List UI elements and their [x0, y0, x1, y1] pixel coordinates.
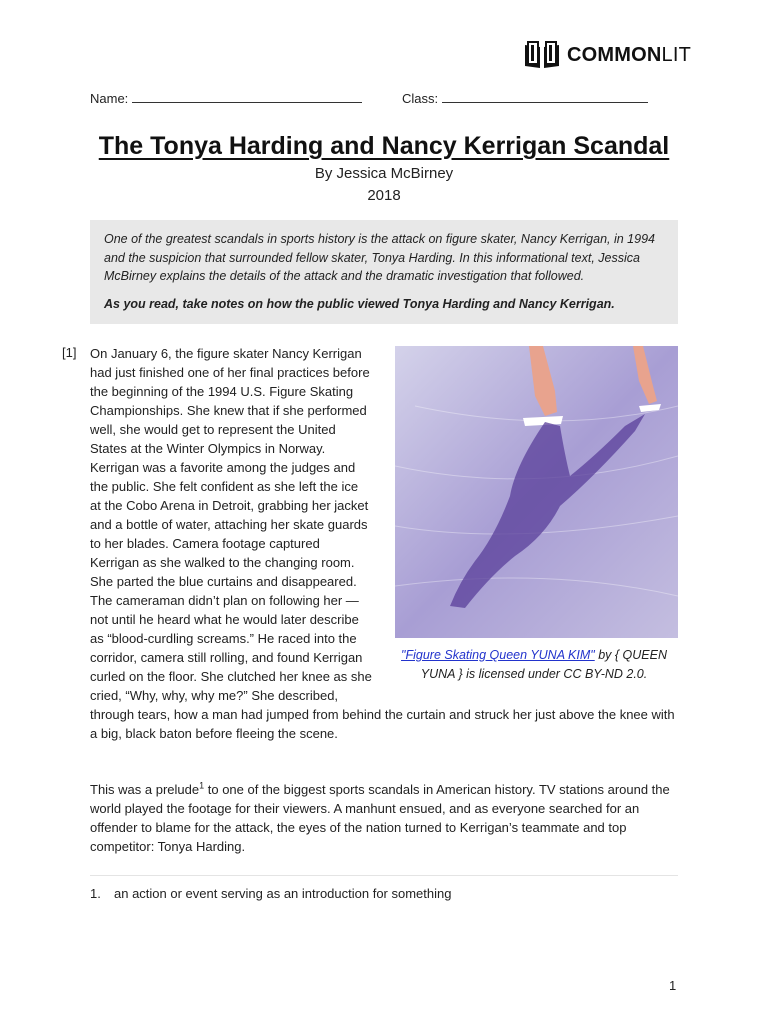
name-blank-line[interactable]: [132, 90, 362, 103]
article-title: The Tonya Harding and Nancy Kerrigan Scandal: [98, 132, 670, 160]
paragraph-2-text-after: to one of the biggest sports scandals in American history. TV stations around the world played the footage for their viewers. A manhunt ensued, and as everyone searched for an offender to blame for the attack, the eyes of the nation turned to Kerrigan’s teammate and top competitor: Tonya Harding.: [90, 782, 670, 854]
article-year: 2018: [367, 187, 401, 204]
skater-image: [395, 346, 678, 638]
page-number: 1: [669, 978, 677, 993]
paragraph-1-text: On January 6, the figure skater Nancy Kerrigan had just finished one of her final practices before the beginning of the 1994 U.S. Figure Skating Championships. She knew that if she performed well, she would get to represent the United States at the Winter Olympics in Norway. Kerrigan was a favorite among the judges and the public. She felt confident as she left the ice at the Cobo Arena in Detroit, grabbing her jacket and a bottle of water, attaching her skate guards to her blades. Camera footage captured Kerrigan as she walked to the changing room. She parted the blue curtains and disappeared. The cameraman didn’t plan on following her — not until he heard what he would later describe as “blood-curdling screams.” He raced into the corridor, camera still rolling, and found Kerrigan curled on the floor. She clutched her knee as she cried, “Why, why, why me?” She described, through tears, how a man had jumped from behind the curtain and struck her just above the knee with a big, black baton before fleeing the scene.: [90, 346, 675, 741]
figure: [386, 346, 678, 690]
logo-text: COMMONLIT: [567, 43, 692, 66]
article-byline: By Jessica McBirney: [314, 165, 454, 182]
footnote-text: an action or event serving as an introduction for something: [114, 886, 452, 901]
paragraph-1: [90, 344, 678, 743]
intro-summary: One of the greatest scandals in sports history is the attack on figure skater, Nancy Kerrigan, in 1994 and the suspicion that surrounded fellow skater, Tonya Harding. In this informational text, Jessica McBirney explains the details of the attack and the dramatic investigation that followed.: [104, 232, 655, 283]
commonlit-logo: [523, 40, 691, 70]
class-label: Class:: [402, 91, 439, 106]
footnote-divider: [90, 875, 678, 876]
footnote-reference[interactable]: 1: [199, 780, 205, 791]
class-blank-line[interactable]: [442, 90, 648, 103]
intro-box: [90, 220, 678, 324]
footnote-number: 1.: [90, 886, 101, 901]
figure-skating-photo: [395, 346, 678, 638]
paragraph-2: [90, 780, 678, 856]
name-label: Name:: [90, 91, 129, 106]
figure-caption: [386, 646, 678, 684]
figure-source-link[interactable]: "Figure Skating Queen YUNA KIM": [401, 648, 595, 662]
paragraph-2-text-before: This was a prelude: [90, 782, 200, 797]
figure-credit: by { QUEEN YUNA } is licensed under CC BY-ND 2.0.: [420, 648, 667, 681]
name-field[interactable]: [90, 90, 362, 106]
reading-prompt: As you read, take notes on how the public viewed Tonya Harding and Nancy Kerrigan.: [104, 296, 615, 311]
paragraph-number: [1]: [62, 345, 77, 360]
class-field[interactable]: [402, 90, 648, 106]
book-icon: [523, 40, 561, 70]
footnote-1: [90, 886, 451, 901]
